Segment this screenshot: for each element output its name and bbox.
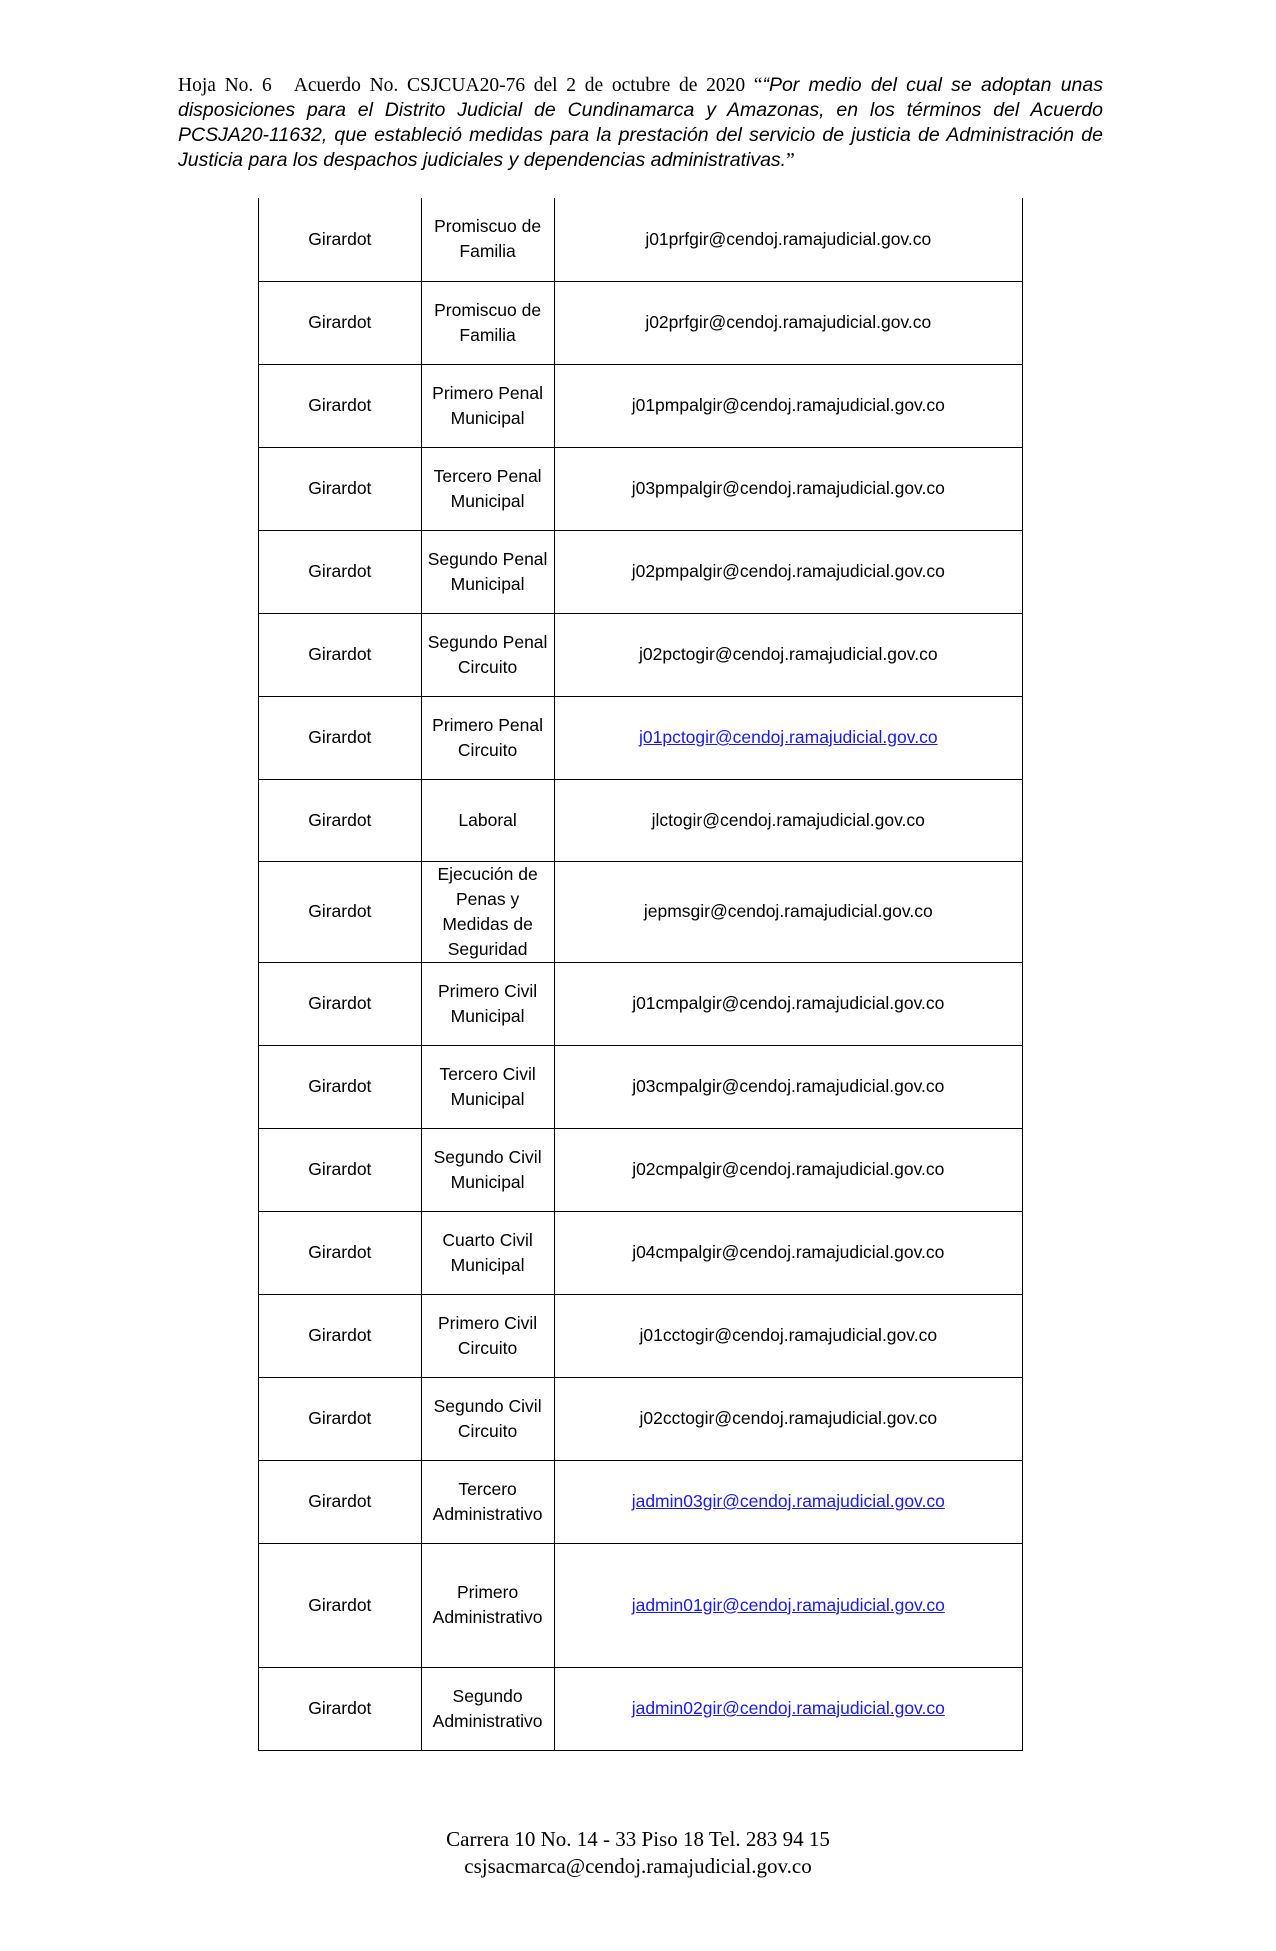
office-cell: Primero Penal Municipal <box>421 364 554 447</box>
city-cell: Girardot <box>259 696 422 779</box>
email-cell <box>554 696 1022 779</box>
email-cell <box>554 281 1022 364</box>
email-text: j02cctogir@cendoj.ramajudicial.gov.co <box>639 1408 938 1428</box>
office-cell: Promiscuo de Familia <box>421 281 554 364</box>
email-cell <box>554 861 1022 962</box>
office-cell: Segundo Civil Municipal <box>421 1128 554 1211</box>
email-cell <box>554 1294 1022 1377</box>
email-text: j01pmpalgir@cendoj.ramajudicial.gov.co <box>631 395 945 415</box>
email-text: j04cmpalgir@cendoj.ramajudicial.gov.co <box>632 1242 945 1262</box>
email-text: j03cmpalgir@cendoj.ramajudicial.gov.co <box>632 1076 945 1096</box>
page-header <box>178 73 1103 173</box>
email-cell <box>554 1460 1022 1543</box>
table-row <box>259 1667 1023 1750</box>
email-cell <box>554 962 1022 1045</box>
email-text: j02prfgir@cendoj.ramajudicial.gov.co <box>645 312 932 332</box>
email-text: j01cmpalgir@cendoj.ramajudicial.gov.co <box>632 993 945 1013</box>
email-cell <box>554 779 1022 861</box>
office-cell: Segundo Penal Circuito <box>421 613 554 696</box>
table-row <box>259 447 1023 530</box>
email-cell <box>554 1045 1022 1128</box>
office-cell: Tercero Penal Municipal <box>421 447 554 530</box>
email-cell <box>554 1667 1022 1750</box>
city-cell: Girardot <box>259 1377 422 1460</box>
sheet-number: Hoja No. 6 <box>178 75 272 96</box>
table-row <box>259 1045 1023 1128</box>
table-row <box>259 861 1023 962</box>
email-text: j03pmpalgir@cendoj.ramajudicial.gov.co <box>631 478 945 498</box>
email-link[interactable]: jadmin01gir@cendoj.ramajudicial.gov.co <box>631 1594 945 1615</box>
city-cell: Girardot <box>259 198 422 281</box>
email-cell <box>554 1543 1022 1667</box>
city-cell: Girardot <box>259 962 422 1045</box>
table-row <box>259 962 1023 1045</box>
table-row <box>259 779 1023 861</box>
email-cell <box>554 530 1022 613</box>
table-row <box>259 198 1023 281</box>
city-cell: Girardot <box>259 530 422 613</box>
table-row <box>259 613 1023 696</box>
email-text: j01cctogir@cendoj.ramajudicial.gov.co <box>639 1325 938 1345</box>
office-cell: Primero Administrativo <box>421 1543 554 1667</box>
city-cell: Girardot <box>259 861 422 962</box>
email-text: j02pctogir@cendoj.ramajudicial.gov.co <box>638 644 938 664</box>
city-cell: Girardot <box>259 1460 422 1543</box>
email-cell <box>554 1377 1022 1460</box>
agreement-title: “Por medio del cual se adoptan unas disposiciones para el Distrito Judicial de Cundinamarca y Amazonas, en los términos del Acuerdo PCSJA20-11632, que estableció medidas para la prestación del servicio de justicia de Administración de Justicia para los despachos judiciales y dependencias administrativas. <box>178 74 1103 171</box>
closing-quote: ” <box>786 150 795 171</box>
city-cell: Girardot <box>259 364 422 447</box>
email-cell <box>554 613 1022 696</box>
email-cell <box>554 1211 1022 1294</box>
city-cell: Girardot <box>259 1543 422 1667</box>
city-cell: Girardot <box>259 1294 422 1377</box>
table-row <box>259 530 1023 613</box>
email-link[interactable]: j01pctogir@cendoj.ramajudicial.gov.co <box>638 727 938 747</box>
footer-email: csjsacmarca@cendoj.ramajudicial.gov.co <box>464 1854 812 1878</box>
footer-address: Carrera 10 No. 14 - 33 Piso 18 Tel. 283 94 15 <box>446 1827 830 1851</box>
court-directory-table <box>258 198 1023 1751</box>
city-cell: Girardot <box>259 613 422 696</box>
office-cell: Ejecución de Penas y Medidas de Seguridad <box>421 861 554 962</box>
city-cell: Girardot <box>259 281 422 364</box>
email-link[interactable]: jadmin02gir@cendoj.ramajudicial.gov.co <box>631 1698 945 1718</box>
city-cell: Girardot <box>259 1128 422 1211</box>
office-cell: Promiscuo de Familia <box>421 198 554 281</box>
office-cell: Primero Penal Circuito <box>421 696 554 779</box>
agreement-reference: Acuerdo No. CSJCUA20-76 del 2 de octubre de 2020 “ <box>293 75 763 96</box>
page-footer <box>0 1826 1276 1880</box>
table-row <box>259 696 1023 779</box>
office-cell: Primero Civil Circuito <box>421 1294 554 1377</box>
email-text: j01prfgir@cendoj.ramajudicial.gov.co <box>645 228 932 249</box>
email-text: j02cmpalgir@cendoj.ramajudicial.gov.co <box>632 1159 945 1179</box>
table-row <box>259 1460 1023 1543</box>
office-cell: Tercero Administrativo <box>421 1460 554 1543</box>
office-cell: Laboral <box>421 779 554 861</box>
email-cell <box>554 364 1022 447</box>
email-text: j02pmpalgir@cendoj.ramajudicial.gov.co <box>631 561 945 581</box>
office-cell: Segundo Penal Municipal <box>421 530 554 613</box>
email-cell <box>554 1128 1022 1211</box>
table-row <box>259 1211 1023 1294</box>
table-row <box>259 1294 1023 1377</box>
city-cell: Girardot <box>259 1211 422 1294</box>
city-cell: Girardot <box>259 1667 422 1750</box>
office-cell: Segundo Civil Circuito <box>421 1377 554 1460</box>
office-cell: Segundo Administrativo <box>421 1667 554 1750</box>
city-cell: Girardot <box>259 779 422 861</box>
office-cell: Cuarto Civil Municipal <box>421 1211 554 1294</box>
email-link[interactable]: jadmin03gir@cendoj.ramajudicial.gov.co <box>631 1491 945 1511</box>
table-row <box>259 281 1023 364</box>
table-row <box>259 1543 1023 1667</box>
table-row <box>259 364 1023 447</box>
city-cell: Girardot <box>259 1045 422 1128</box>
table-row <box>259 1377 1023 1460</box>
email-cell <box>554 198 1022 281</box>
office-cell: Primero Civil Municipal <box>421 962 554 1045</box>
office-cell: Tercero Civil Municipal <box>421 1045 554 1128</box>
email-text: jlctogir@cendoj.ramajudicial.gov.co <box>651 809 925 830</box>
city-cell: Girardot <box>259 447 422 530</box>
table-row <box>259 1128 1023 1211</box>
email-cell <box>554 447 1022 530</box>
email-text: jepmsgir@cendoj.ramajudicial.gov.co <box>643 901 933 921</box>
